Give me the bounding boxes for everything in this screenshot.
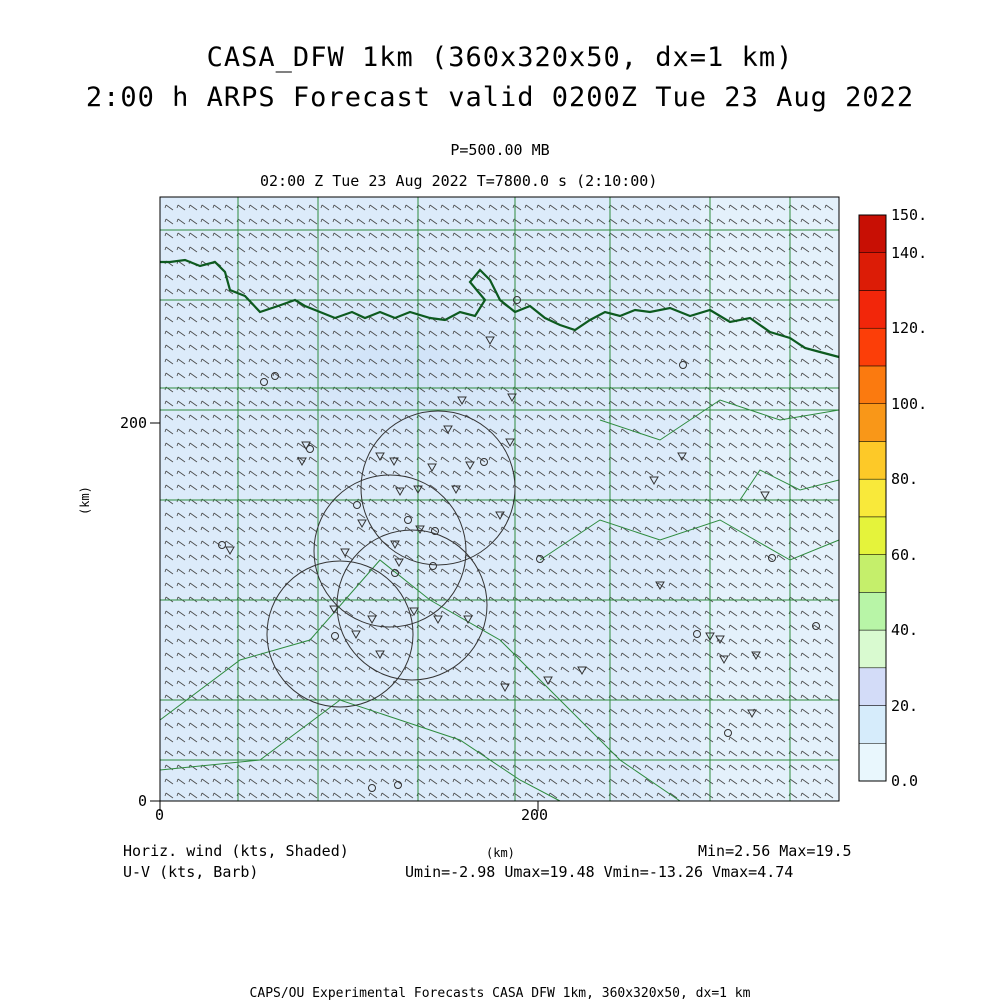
colorbar-segment [859, 668, 886, 706]
shaded-field-label: Horiz. wind (kts, Shaded) [123, 842, 349, 860]
wind-shading-light [700, 197, 839, 801]
colorbar-label: 40. [891, 621, 919, 640]
barb-field-label: U-V (kts, Barb) [123, 863, 259, 881]
colorbar-label: 0.0 [891, 772, 919, 790]
y-axis-unit: (km) [78, 486, 92, 515]
title-line-1: CASA_DFW 1km (360x320x50, dx=1 km) [206, 42, 794, 73]
colorbar-segment [859, 328, 886, 366]
colorbar-segment [859, 555, 886, 593]
colorbar-segment [859, 215, 886, 253]
colorbar-label: 80. [891, 470, 919, 489]
colorbar-label: 60. [891, 545, 919, 564]
colorbar-label: 150. [891, 206, 928, 224]
y-tick-200: 200 [120, 414, 148, 432]
colorbar-segment [859, 592, 886, 630]
colorbar-segment [859, 441, 886, 479]
colorbar-segment [859, 743, 886, 781]
x-axis-unit: (km) [486, 846, 515, 860]
uv-range-label: Umin=-2.98 Umax=19.48 Vmin=-13.26 Vmax=4.74 [405, 863, 794, 881]
colorbar-segment [859, 366, 886, 404]
x-tick-0: 0 [155, 806, 165, 824]
y-tick-0: 0 [138, 792, 148, 810]
colorbar [859, 215, 886, 781]
colorbar-label: 120. [891, 319, 928, 338]
colorbar-label: 20. [891, 696, 919, 715]
colorbar-segment [859, 517, 886, 555]
footer-text: CAPS/OU Experimental Forecasts CASA DFW 1km, 360x320x50, dx=1 km [249, 986, 751, 1001]
time-label: 02:00 Z Tue 23 Aug 2022 T=7800.0 s (2:10:00) [260, 172, 658, 190]
colorbar-segment [859, 479, 886, 517]
colorbar-segment [859, 630, 886, 668]
colorbar-label: 140. [891, 243, 928, 262]
title-line-2: 2:00 h ARPS Forecast valid 0200Z Tue 23 Aug 2022 [85, 82, 915, 113]
pressure-label: P=500.00 MB [450, 141, 550, 159]
colorbar-label: 100. [891, 394, 928, 413]
x-tick-200: 200 [521, 806, 549, 824]
colorbar-segment [859, 290, 886, 328]
colorbar-segment [859, 706, 886, 744]
colorbar-segment [859, 404, 886, 442]
colorbar-segment [859, 253, 886, 291]
min-max-label: Min=2.56 Max=19.5 [698, 842, 852, 860]
